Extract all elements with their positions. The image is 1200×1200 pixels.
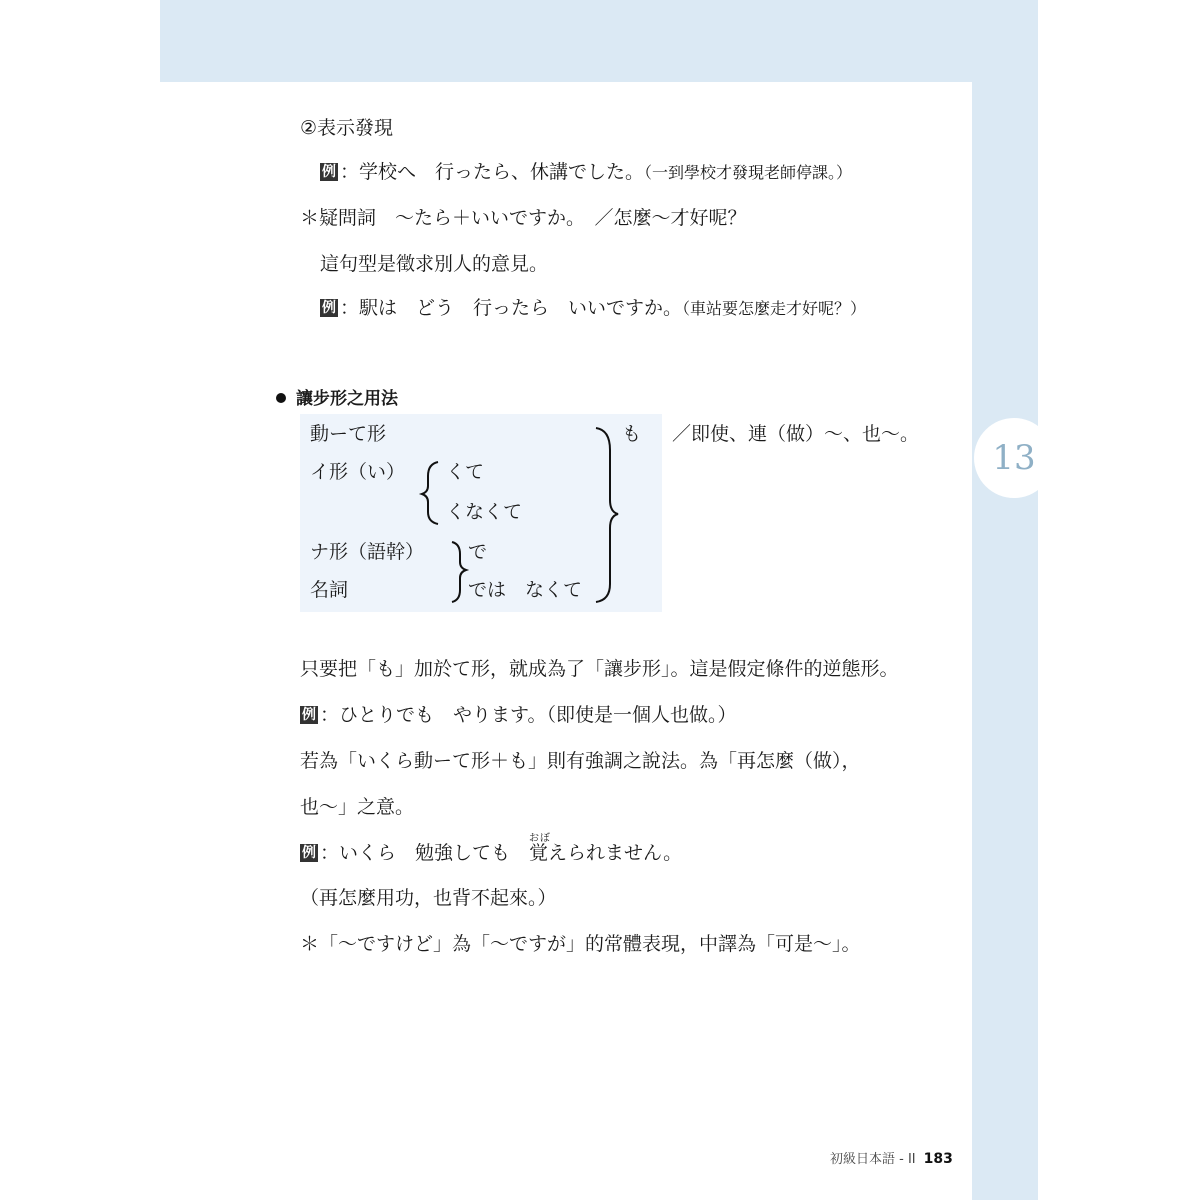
page-footer — [830, 1148, 953, 1167]
example-1-zh: （一到學校才發現老師停課。） — [644, 163, 853, 182]
example-1-jp: ：学校へ 行ったら、休講でした。 — [340, 161, 645, 183]
example-badge: 例 — [322, 164, 336, 180]
example-4-pre: ：いくら 勉強しても — [320, 842, 530, 864]
ruby-word — [529, 833, 552, 865]
example-2-jp: ：駅は どう 行ったら いいですか。 — [340, 297, 683, 319]
i-adjective-brace — [422, 462, 438, 524]
suffix-mo: も — [622, 423, 642, 445]
footer-book-title: 初級日本語 - II — [830, 1152, 916, 1167]
row-i-adjective: イ形（い） — [310, 461, 406, 483]
side-tab — [160, 158, 236, 308]
example-2 — [320, 296, 866, 321]
example-3-text: ：ひとりでも やります。（即使是一個人也做。） — [320, 704, 737, 726]
na-de: で — [468, 541, 488, 563]
row-noun: 名詞 — [310, 579, 349, 601]
bullet-icon — [276, 393, 286, 403]
chapter-number: 13 — [992, 438, 1036, 478]
paragraph-2a: 若為「いくら動ーて形＋も」則有強調之說法。為「再怎麼（做）， — [300, 750, 861, 772]
conjugation-table — [300, 414, 662, 612]
example-badge: 例 — [302, 707, 316, 723]
ruby-reading: おぼ — [529, 833, 552, 844]
example-3 — [300, 703, 736, 727]
section-2-heading-text: 讓步形之用法 — [296, 389, 398, 409]
page-paper — [160, 82, 972, 1200]
na-noun-brace — [452, 542, 466, 602]
noun-dewanakute: では なくて — [468, 579, 583, 601]
footer-page-number: 183 — [923, 1151, 953, 1167]
paragraph-2b: 也～」之意。 — [300, 796, 415, 818]
section-1-title: ②表示發現 — [300, 117, 394, 139]
example-badge: 例 — [322, 300, 336, 316]
row-te-form: 動ーて形 — [310, 423, 387, 445]
example-4 — [300, 833, 683, 865]
i-adjective-kute: くて — [446, 461, 485, 483]
example-4-translation: （再怎麼用功，也背不起來。） — [300, 887, 557, 909]
i-adjective-kunakute: くなくて — [446, 501, 523, 523]
ruby-kanji: 覚 — [529, 842, 549, 864]
big-right-brace — [596, 428, 618, 602]
chapter-number-badge — [974, 418, 1054, 498]
example-badge: 例 — [302, 845, 316, 861]
example-2-zh: （車站要怎麼走才好呢？） — [682, 299, 867, 318]
paragraph-1: 只要把「も」加於て形，就成為了「讓步形」。這是假定條件的逆態形。 — [300, 658, 899, 680]
example-1 — [320, 160, 852, 185]
note-question-form: ＊疑問詞 ～たら＋いいですか。 ／怎麼～才好呢？ — [300, 207, 747, 229]
row-na-adjective: ナ形（語幹） — [310, 541, 425, 563]
concessive-meaning: ／即使、連（做）～、也～。 — [672, 423, 920, 445]
paragraph-3: ＊「～ですけど」為「～ですが」的常體表現，中譯為「可是～」。 — [300, 933, 861, 955]
note-description: 這句型是徵求別人的意見。 — [320, 253, 549, 275]
example-4-post: えられません。 — [548, 842, 683, 864]
section-2-heading — [276, 387, 398, 411]
